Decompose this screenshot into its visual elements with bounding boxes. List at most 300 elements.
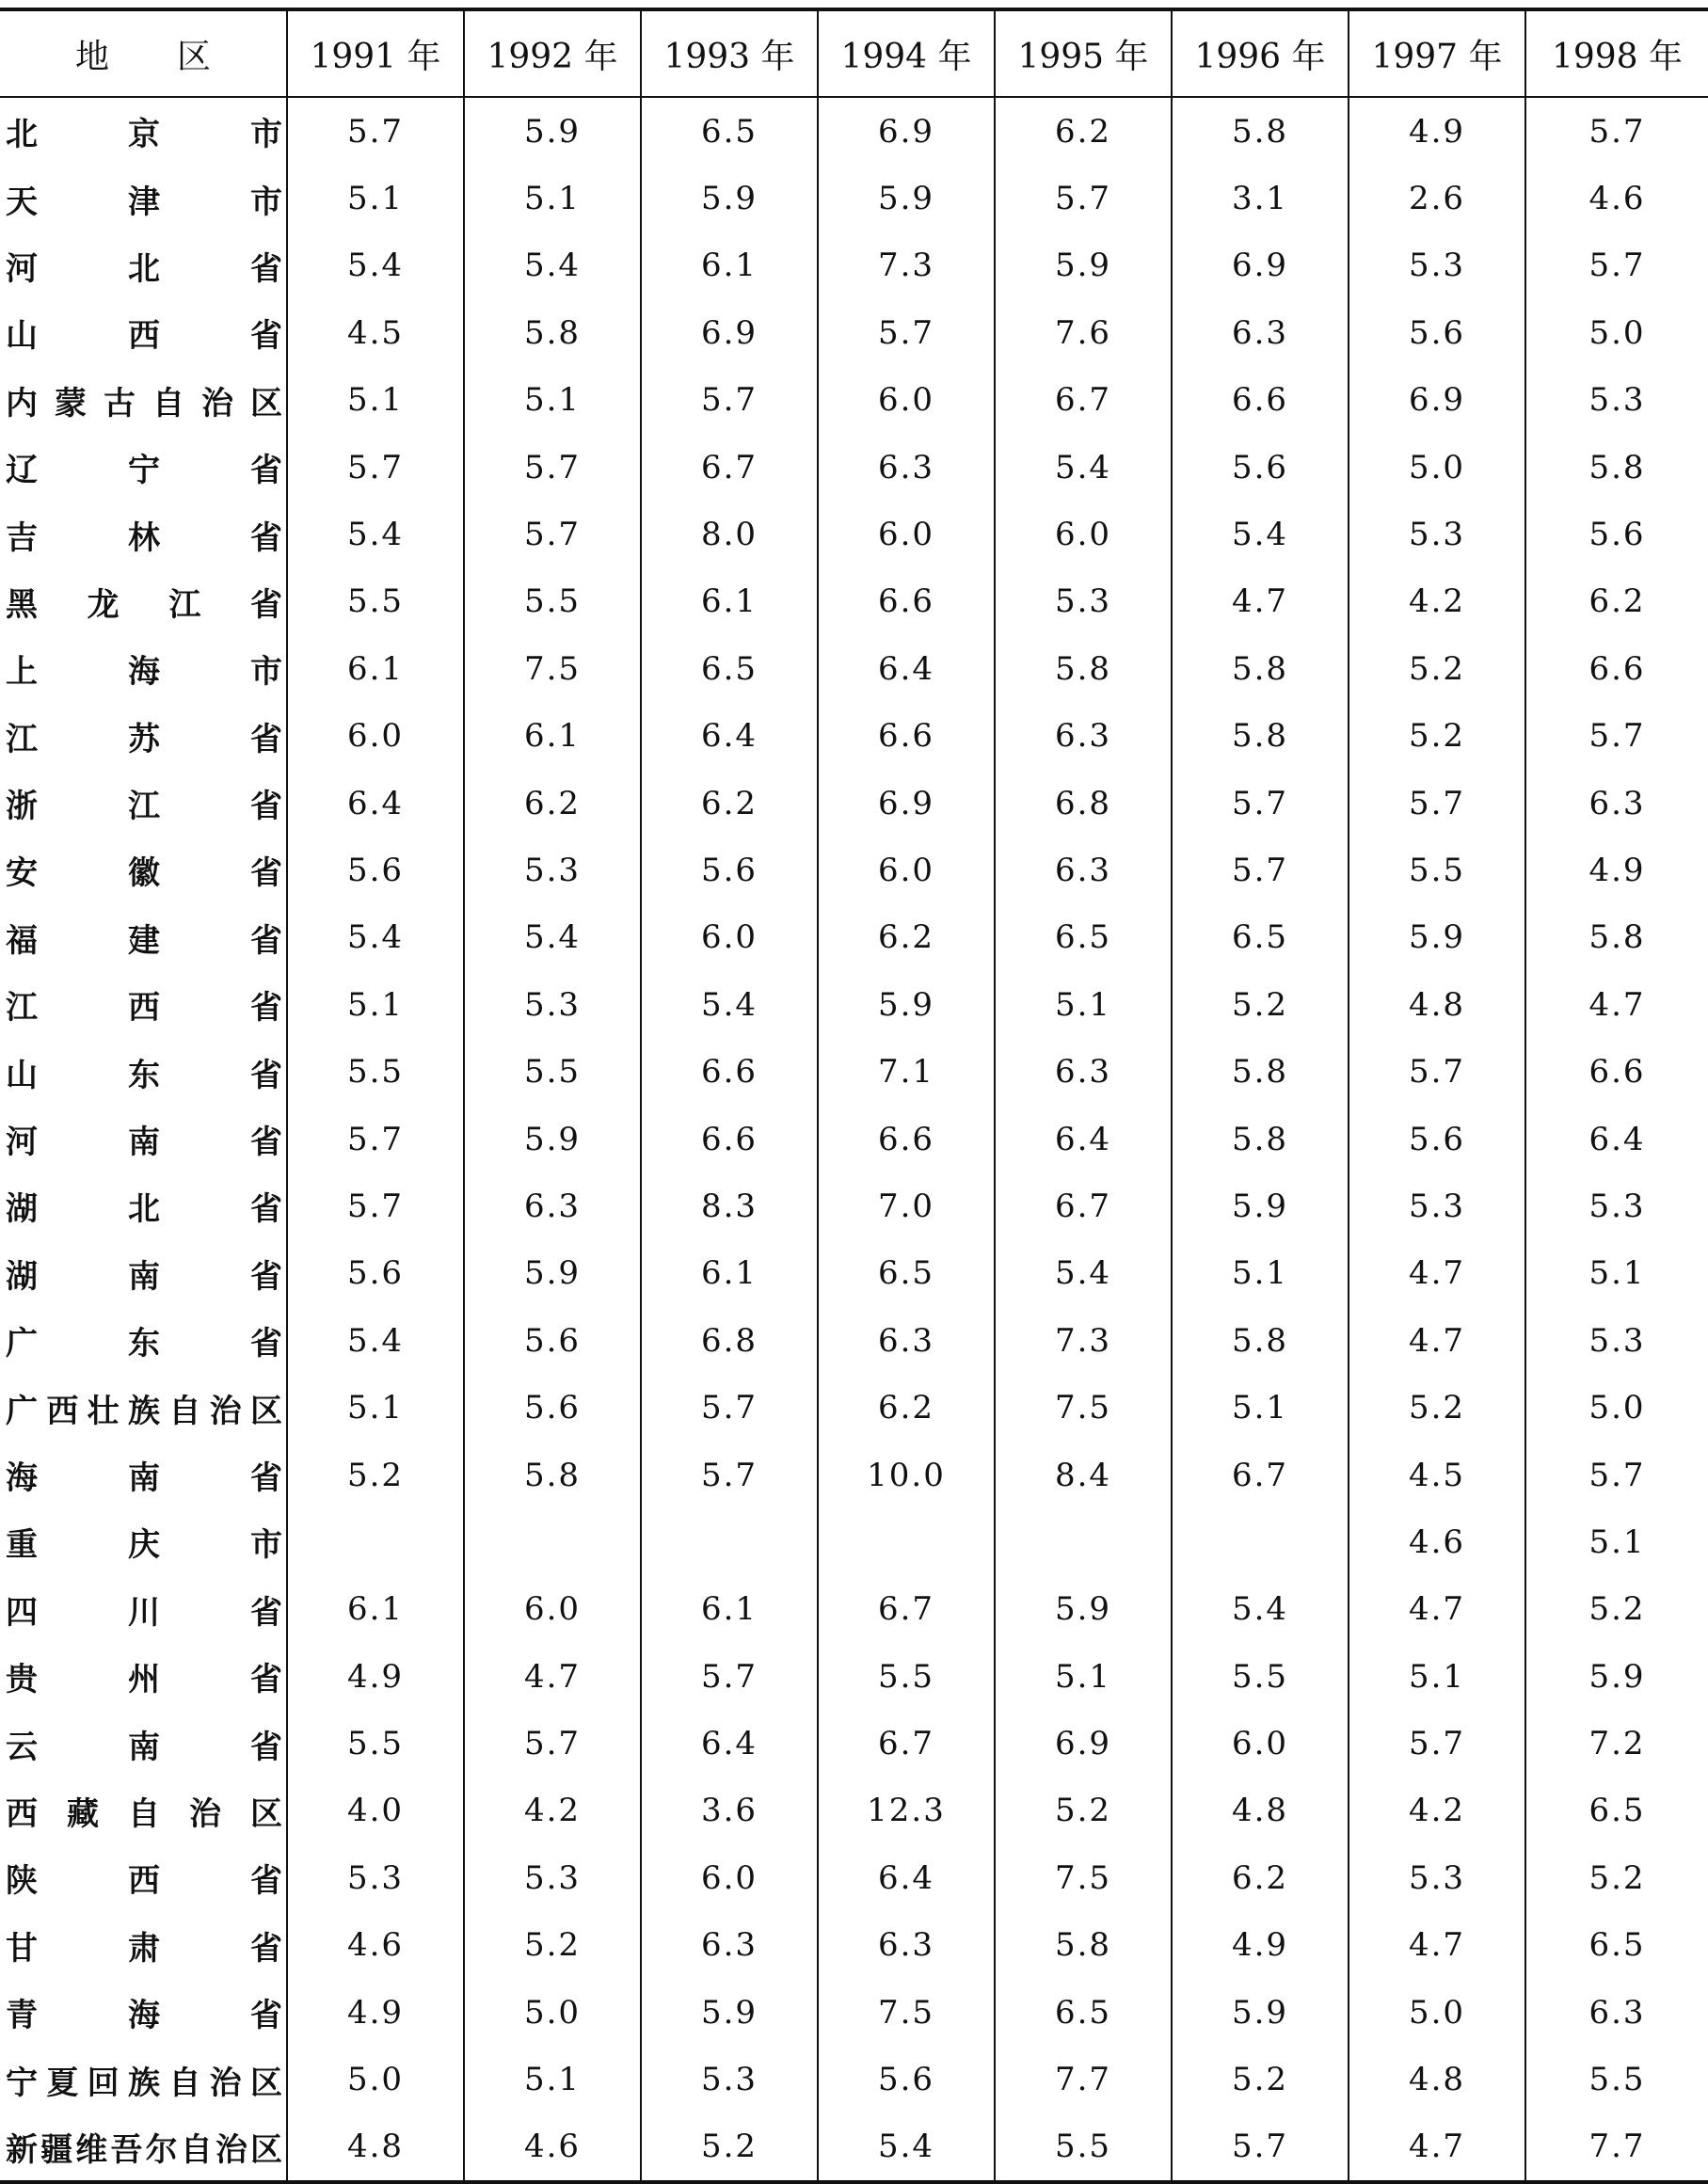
value-cell: 6.2 xyxy=(1172,1844,1349,1911)
value-cell: 5.3 xyxy=(641,2046,818,2112)
region-cell xyxy=(0,1442,287,1508)
value-cell: 4.0 xyxy=(287,1777,464,1844)
value-cell: 5.3 xyxy=(1349,1844,1525,1911)
value-cell: 5.0 xyxy=(464,1979,641,2046)
value-cell: 5.4 xyxy=(287,904,464,971)
region-cell xyxy=(0,367,287,434)
region-cell xyxy=(0,97,287,165)
region-name: 浙 江 省 xyxy=(6,788,282,826)
value-cell: 4.6 xyxy=(1349,1508,1525,1575)
region-name: 辽 宁 省 xyxy=(6,452,282,490)
value-cell: 5.1 xyxy=(1349,1643,1525,1710)
value-cell: 4.9 xyxy=(1172,1912,1349,1979)
region-cell xyxy=(0,770,287,837)
value-cell: 5.2 xyxy=(1525,1576,1708,1643)
value-cell: 5.9 xyxy=(464,1106,641,1172)
table-row xyxy=(0,299,1708,366)
value-cell: 5.6 xyxy=(1172,434,1349,501)
value-cell: 7.5 xyxy=(995,1374,1172,1441)
value-cell xyxy=(995,1508,1172,1575)
value-cell: 6.0 xyxy=(995,501,1172,567)
value-cell: 5.8 xyxy=(1525,434,1708,501)
value-cell: 6.9 xyxy=(1172,232,1349,299)
value-cell: 5.6 xyxy=(1349,299,1525,366)
value-cell: 7.6 xyxy=(995,299,1172,366)
region-name: 西 藏 自 治 区 xyxy=(6,1794,282,1833)
table-row xyxy=(0,1374,1708,1441)
value-cell: 5.7 xyxy=(1172,2113,1349,2182)
year-column-header: 1991 年 xyxy=(287,9,464,97)
region-name: 内 蒙 古 自 治 区 xyxy=(6,384,282,422)
table-body xyxy=(0,97,1708,2182)
region-name: 广 东 省 xyxy=(6,1325,282,1363)
region-name: 福 建 省 xyxy=(6,921,282,960)
region-name: 青 海 省 xyxy=(6,1997,282,2035)
region-cell xyxy=(0,1307,287,1374)
region-cell xyxy=(0,1777,287,1844)
value-cell: 5.6 xyxy=(641,837,818,903)
value-cell: 5.9 xyxy=(641,1979,818,2046)
value-cell: 5.0 xyxy=(1349,434,1525,501)
value-cell: 6.1 xyxy=(287,635,464,702)
region-name: 河 北 省 xyxy=(6,249,282,288)
value-cell: 5.5 xyxy=(1172,1643,1349,1710)
value-cell: 5.5 xyxy=(995,2113,1172,2182)
table-row xyxy=(0,568,1708,635)
value-cell: 5.8 xyxy=(995,1912,1172,1979)
region-cell xyxy=(0,501,287,567)
value-cell: 5.3 xyxy=(1349,232,1525,299)
region-name: 海 南 省 xyxy=(6,1459,282,1497)
table-row xyxy=(0,1106,1708,1172)
value-cell: 4.2 xyxy=(1349,1777,1525,1844)
year-column-header: 1995 年 xyxy=(995,9,1172,97)
value-cell: 2.6 xyxy=(1349,165,1525,231)
region-name: 北 京 市 xyxy=(6,116,282,154)
value-cell: 5.7 xyxy=(641,1374,818,1441)
value-cell: 4.8 xyxy=(1349,971,1525,1038)
value-cell: 4.6 xyxy=(464,2113,641,2182)
table-row xyxy=(0,1172,1708,1239)
value-cell: 4.6 xyxy=(1525,165,1708,231)
value-cell: 5.3 xyxy=(1525,1307,1708,1374)
region-cell xyxy=(0,2113,287,2182)
value-cell: 5.7 xyxy=(464,501,641,567)
region-cell xyxy=(0,165,287,231)
value-cell: 7.0 xyxy=(818,1172,995,1239)
table-row xyxy=(0,1442,1708,1508)
value-cell: 4.9 xyxy=(1525,837,1708,903)
region-cell xyxy=(0,1710,287,1777)
year-column-header: 1992 年 xyxy=(464,9,641,97)
value-cell: 5.1 xyxy=(464,367,641,434)
region-name: 云 南 省 xyxy=(6,1728,282,1766)
table-row xyxy=(0,1038,1708,1105)
value-cell: 5.8 xyxy=(1172,1106,1349,1172)
table-row xyxy=(0,232,1708,299)
value-cell xyxy=(464,1508,641,1575)
table-row xyxy=(0,501,1708,567)
value-cell: 5.1 xyxy=(1172,1374,1349,1441)
value-cell: 5.1 xyxy=(464,2046,641,2112)
value-cell: 6.4 xyxy=(818,635,995,702)
value-cell: 5.1 xyxy=(287,1374,464,1441)
value-cell: 6.1 xyxy=(641,1240,818,1307)
value-cell: 6.4 xyxy=(641,703,818,770)
value-cell: 12.3 xyxy=(818,1777,995,1844)
value-cell: 5.3 xyxy=(464,837,641,903)
value-cell: 6.2 xyxy=(818,904,995,971)
value-cell: 6.0 xyxy=(818,837,995,903)
value-cell: 4.5 xyxy=(1349,1442,1525,1508)
value-cell: 6.8 xyxy=(995,770,1172,837)
value-cell: 5.2 xyxy=(1349,635,1525,702)
value-cell: 7.1 xyxy=(818,1038,995,1105)
value-cell: 6.3 xyxy=(464,1172,641,1239)
value-cell: 5.4 xyxy=(464,904,641,971)
value-cell: 6.6 xyxy=(641,1038,818,1105)
value-cell: 5.7 xyxy=(1172,770,1349,837)
value-cell: 4.7 xyxy=(1172,568,1349,635)
value-cell: 5.1 xyxy=(464,165,641,231)
value-cell: 7.2 xyxy=(1525,1710,1708,1777)
value-cell: 5.7 xyxy=(464,1710,641,1777)
value-cell: 4.8 xyxy=(1349,2046,1525,2112)
region-cell xyxy=(0,2046,287,2112)
value-cell: 5.7 xyxy=(287,97,464,165)
value-cell: 5.2 xyxy=(287,1442,464,1508)
table-row xyxy=(0,770,1708,837)
value-cell: 6.9 xyxy=(1349,367,1525,434)
value-cell: 5.8 xyxy=(464,299,641,366)
region-name: 山 东 省 xyxy=(6,1056,282,1094)
value-cell: 6.4 xyxy=(995,1106,1172,1172)
data-table xyxy=(0,8,1708,2184)
value-cell: 5.2 xyxy=(1172,2046,1349,2112)
region-name: 江 苏 省 xyxy=(6,720,282,758)
value-cell: 6.2 xyxy=(1525,568,1708,635)
value-cell: 5.2 xyxy=(1525,1844,1708,1911)
value-cell: 6.7 xyxy=(641,434,818,501)
value-cell: 5.4 xyxy=(1172,501,1349,567)
value-cell: 5.4 xyxy=(287,1307,464,1374)
value-cell: 7.3 xyxy=(995,1307,1172,1374)
value-cell: 5.3 xyxy=(995,568,1172,635)
value-cell: 5.1 xyxy=(287,367,464,434)
value-cell: 5.7 xyxy=(641,1442,818,1508)
region-cell xyxy=(0,1038,287,1105)
value-cell: 5.9 xyxy=(995,1576,1172,1643)
value-cell: 5.8 xyxy=(464,1442,641,1508)
value-cell: 5.3 xyxy=(1525,367,1708,434)
value-cell: 5.5 xyxy=(1349,837,1525,903)
value-cell: 6.2 xyxy=(464,770,641,837)
value-cell: 6.3 xyxy=(995,703,1172,770)
value-cell: 7.5 xyxy=(464,635,641,702)
value-cell: 5.2 xyxy=(995,1777,1172,1844)
value-cell: 5.7 xyxy=(1525,703,1708,770)
region-cell xyxy=(0,1374,287,1441)
value-cell: 5.9 xyxy=(818,165,995,231)
value-cell: 6.5 xyxy=(1525,1912,1708,1979)
region-name: 吉 林 省 xyxy=(6,518,282,557)
region-name: 河 南 省 xyxy=(6,1124,282,1162)
value-cell: 5.6 xyxy=(464,1307,641,1374)
value-cell xyxy=(1172,1508,1349,1575)
value-cell: 5.8 xyxy=(1172,97,1349,165)
table-row xyxy=(0,837,1708,903)
value-cell: 5.2 xyxy=(464,1912,641,1979)
value-cell: 6.8 xyxy=(641,1307,818,1374)
region-name: 新 疆 维 吾 尔 自 治 区 xyxy=(6,2130,282,2169)
value-cell: 5.3 xyxy=(1349,501,1525,567)
table-row xyxy=(0,1240,1708,1307)
value-cell: 5.3 xyxy=(1525,1172,1708,1239)
value-cell: 5.9 xyxy=(1172,1172,1349,1239)
value-cell: 4.7 xyxy=(1349,1576,1525,1643)
value-cell: 6.7 xyxy=(995,367,1172,434)
value-cell: 5.9 xyxy=(1172,1979,1349,2046)
table-row xyxy=(0,2046,1708,2112)
value-cell: 5.7 xyxy=(464,434,641,501)
value-cell: 5.6 xyxy=(818,2046,995,2112)
table-row xyxy=(0,367,1708,434)
table-row xyxy=(0,1307,1708,1374)
value-cell: 6.1 xyxy=(464,703,641,770)
table-row xyxy=(0,2113,1708,2182)
region-cell xyxy=(0,1844,287,1911)
value-cell: 5.1 xyxy=(1525,1240,1708,1307)
value-cell: 6.4 xyxy=(287,770,464,837)
value-cell: 5.4 xyxy=(287,232,464,299)
value-cell: 5.4 xyxy=(641,971,818,1038)
value-cell: 5.2 xyxy=(1172,971,1349,1038)
region-cell xyxy=(0,904,287,971)
region-cell xyxy=(0,1979,287,2046)
region-cell xyxy=(0,1240,287,1307)
value-cell: 6.3 xyxy=(1172,299,1349,366)
region-name: 重 庆 市 xyxy=(6,1526,282,1565)
value-cell: 5.2 xyxy=(1349,703,1525,770)
year-column-header: 1993 年 xyxy=(641,9,818,97)
value-cell: 5.7 xyxy=(641,367,818,434)
value-cell: 7.7 xyxy=(995,2046,1172,2112)
region-name: 四 川 省 xyxy=(6,1593,282,1632)
region-cell xyxy=(0,837,287,903)
value-cell: 6.6 xyxy=(641,1106,818,1172)
value-cell: 5.7 xyxy=(287,1106,464,1172)
value-cell: 5.6 xyxy=(464,1374,641,1441)
table-row xyxy=(0,1912,1708,1979)
value-cell: 6.4 xyxy=(1525,1106,1708,1172)
value-cell: 6.3 xyxy=(818,434,995,501)
value-cell: 6.9 xyxy=(995,1710,1172,1777)
value-cell: 5.4 xyxy=(1172,1576,1349,1643)
region-cell xyxy=(0,434,287,501)
value-cell: 6.1 xyxy=(641,568,818,635)
value-cell: 5.7 xyxy=(1349,1710,1525,1777)
year-column-header: 1998 年 xyxy=(1525,9,1708,97)
value-cell: 5.7 xyxy=(1172,837,1349,903)
value-cell: 5.5 xyxy=(287,568,464,635)
value-cell: 6.6 xyxy=(1525,635,1708,702)
region-cell xyxy=(0,299,287,366)
value-cell: 4.7 xyxy=(1349,1307,1525,1374)
value-cell: 5.6 xyxy=(1525,501,1708,567)
table-row xyxy=(0,904,1708,971)
value-cell: 4.9 xyxy=(287,1643,464,1710)
value-cell: 6.5 xyxy=(641,97,818,165)
value-cell: 5.7 xyxy=(1349,1038,1525,1105)
value-cell: 6.0 xyxy=(641,1844,818,1911)
value-cell: 5.1 xyxy=(995,1643,1172,1710)
region-cell xyxy=(0,971,287,1038)
region-cell xyxy=(0,1508,287,1575)
value-cell: 6.7 xyxy=(995,1172,1172,1239)
value-cell: 8.3 xyxy=(641,1172,818,1239)
region-name: 江 西 省 xyxy=(6,989,282,1028)
value-cell: 5.5 xyxy=(1525,2046,1708,2112)
value-cell: 5.3 xyxy=(464,1844,641,1911)
value-cell xyxy=(641,1508,818,1575)
value-cell: 6.7 xyxy=(818,1710,995,1777)
value-cell: 5.9 xyxy=(1349,904,1525,971)
value-cell: 5.7 xyxy=(1525,1442,1708,1508)
value-cell: 5.2 xyxy=(641,2113,818,2182)
value-cell: 5.4 xyxy=(464,232,641,299)
value-cell: 6.9 xyxy=(641,299,818,366)
value-cell: 6.0 xyxy=(1172,1710,1349,1777)
table-row xyxy=(0,1777,1708,1844)
value-cell: 8.0 xyxy=(641,501,818,567)
table-row xyxy=(0,165,1708,231)
value-cell: 4.7 xyxy=(1349,1912,1525,1979)
value-cell: 6.6 xyxy=(818,568,995,635)
region-name: 安 徽 省 xyxy=(6,854,282,893)
region-cell xyxy=(0,635,287,702)
value-cell: 5.7 xyxy=(818,299,995,366)
value-cell: 6.2 xyxy=(818,1374,995,1441)
region-column-header: 地 区 xyxy=(0,9,287,97)
value-cell: 6.9 xyxy=(818,770,995,837)
value-cell: 6.5 xyxy=(641,635,818,702)
table-row xyxy=(0,434,1708,501)
region-name: 上 海 市 xyxy=(6,653,282,692)
value-cell: 6.3 xyxy=(818,1307,995,1374)
value-cell: 5.5 xyxy=(464,1038,641,1105)
value-cell: 6.7 xyxy=(818,1576,995,1643)
value-cell: 6.1 xyxy=(287,1576,464,1643)
table-row xyxy=(0,1979,1708,2046)
value-cell: 7.5 xyxy=(818,1979,995,2046)
region-name: 天 津 市 xyxy=(6,183,282,221)
value-cell: 7.5 xyxy=(995,1844,1172,1911)
table-row xyxy=(0,1508,1708,1575)
value-cell: 5.8 xyxy=(1172,1307,1349,1374)
region-cell xyxy=(0,703,287,770)
value-cell: 6.4 xyxy=(818,1844,995,1911)
value-cell: 6.0 xyxy=(464,1576,641,1643)
value-cell: 6.7 xyxy=(1172,1442,1349,1508)
value-cell: 5.4 xyxy=(995,1240,1172,1307)
table-row xyxy=(0,1710,1708,1777)
value-cell: 5.8 xyxy=(1172,703,1349,770)
value-cell: 5.9 xyxy=(818,971,995,1038)
value-cell: 5.6 xyxy=(287,837,464,903)
value-cell: 6.5 xyxy=(995,904,1172,971)
value-cell: 5.3 xyxy=(1349,1172,1525,1239)
value-cell: 3.1 xyxy=(1172,165,1349,231)
table-row xyxy=(0,1576,1708,1643)
value-cell: 5.7 xyxy=(1525,232,1708,299)
region-cell xyxy=(0,232,287,299)
value-cell: 7.3 xyxy=(818,232,995,299)
value-cell: 8.4 xyxy=(995,1442,1172,1508)
region-name: 陕 西 省 xyxy=(6,1862,282,1901)
value-cell: 6.9 xyxy=(818,97,995,165)
value-cell: 6.5 xyxy=(995,1979,1172,2046)
value-cell: 5.8 xyxy=(1525,904,1708,971)
value-cell: 5.0 xyxy=(287,2046,464,2112)
value-cell: 6.3 xyxy=(995,1038,1172,1105)
value-cell: 4.7 xyxy=(464,1643,641,1710)
region-name: 山 西 省 xyxy=(6,317,282,356)
region-name: 黑 龙 江 省 xyxy=(6,585,282,624)
value-cell: 6.6 xyxy=(818,1106,995,1172)
region-cell xyxy=(0,1912,287,1979)
value-cell: 5.9 xyxy=(995,232,1172,299)
value-cell: 6.3 xyxy=(818,1912,995,1979)
value-cell: 5.6 xyxy=(287,1240,464,1307)
value-cell: 5.8 xyxy=(1172,1038,1349,1105)
value-cell: 6.0 xyxy=(818,501,995,567)
value-cell: 5.9 xyxy=(464,1240,641,1307)
region-cell xyxy=(0,1643,287,1710)
value-cell: 7.7 xyxy=(1525,2113,1708,2182)
region-name: 湖 南 省 xyxy=(6,1257,282,1296)
value-cell: 5.7 xyxy=(287,1172,464,1239)
value-cell: 6.2 xyxy=(641,770,818,837)
value-cell: 5.4 xyxy=(818,2113,995,2182)
value-cell: 5.7 xyxy=(1525,97,1708,165)
value-cell: 10.0 xyxy=(818,1442,995,1508)
value-cell: 5.0 xyxy=(1349,1979,1525,2046)
value-cell: 5.7 xyxy=(641,1643,818,1710)
value-cell: 4.2 xyxy=(1349,568,1525,635)
value-cell: 4.7 xyxy=(1525,971,1708,1038)
region-name: 甘 肃 省 xyxy=(6,1929,282,1968)
region-name: 贵 州 省 xyxy=(6,1661,282,1699)
value-cell: 5.5 xyxy=(818,1643,995,1710)
value-cell: 5.7 xyxy=(1349,770,1525,837)
year-column-header: 1996 年 xyxy=(1172,9,1349,97)
value-cell: 6.6 xyxy=(1172,367,1349,434)
region-cell xyxy=(0,1172,287,1239)
table-row xyxy=(0,97,1708,165)
value-cell: 4.2 xyxy=(464,1777,641,1844)
value-cell: 4.9 xyxy=(287,1979,464,2046)
table-row xyxy=(0,1643,1708,1710)
value-cell: 5.1 xyxy=(995,971,1172,1038)
value-cell: 5.3 xyxy=(464,971,641,1038)
value-cell: 5.4 xyxy=(995,434,1172,501)
value-cell: 5.4 xyxy=(287,501,464,567)
value-cell: 6.0 xyxy=(641,904,818,971)
region-cell xyxy=(0,1576,287,1643)
year-column-header: 1994 年 xyxy=(818,9,995,97)
value-cell: 5.5 xyxy=(287,1038,464,1105)
value-cell: 5.1 xyxy=(1525,1508,1708,1575)
